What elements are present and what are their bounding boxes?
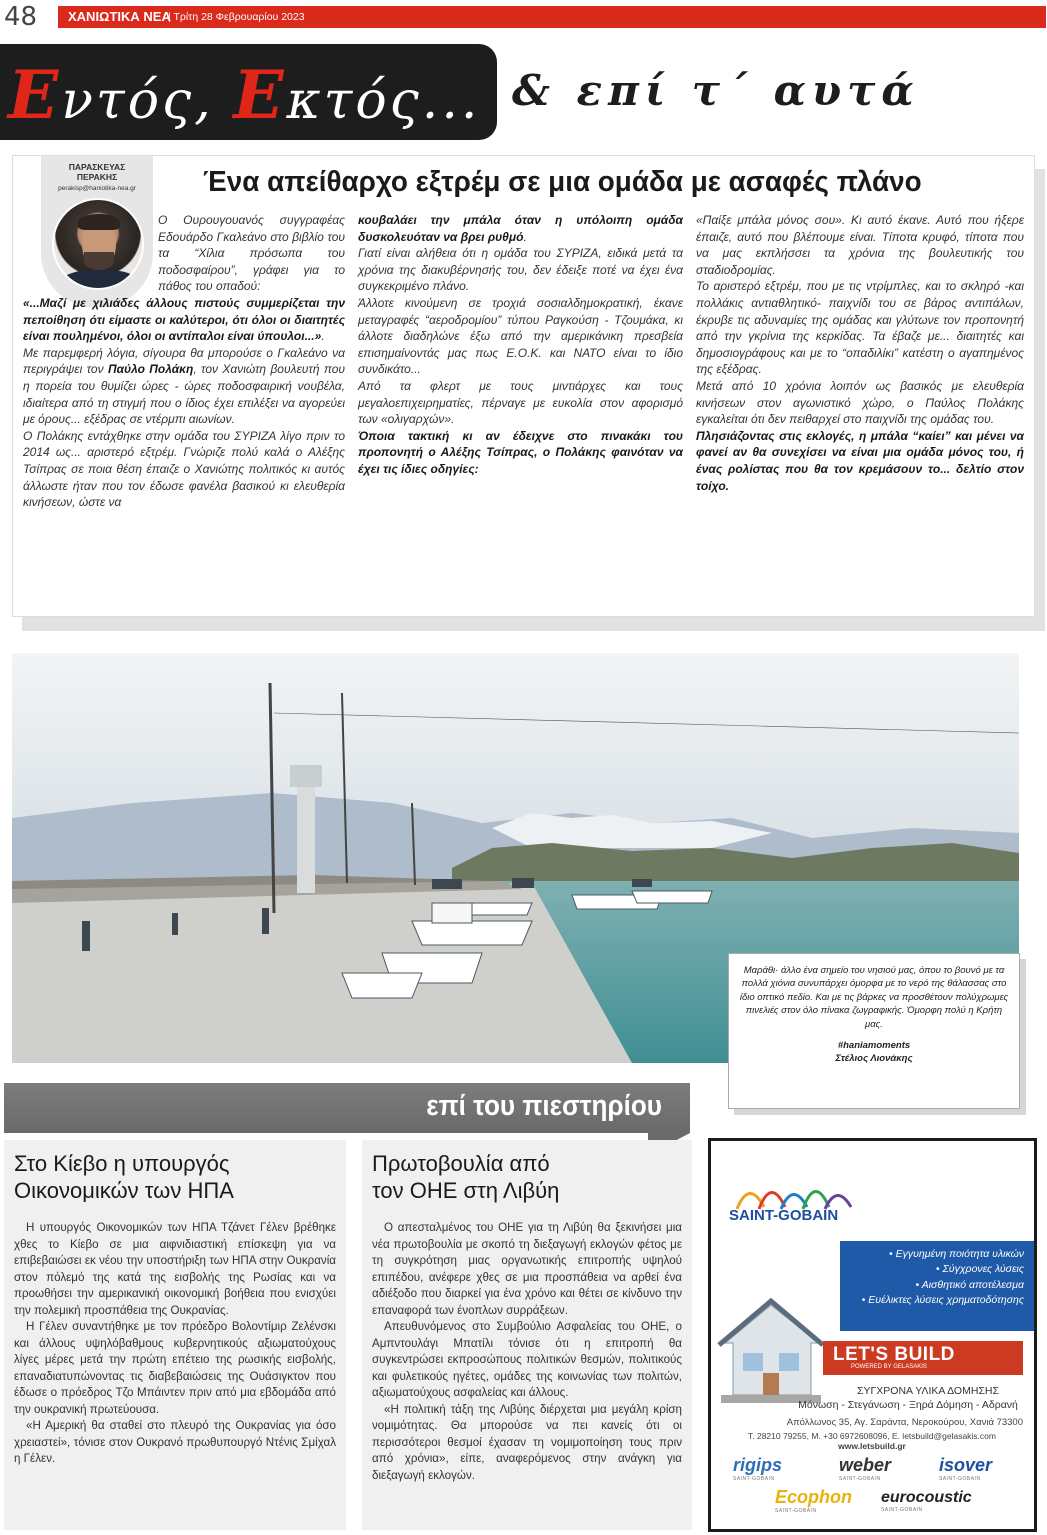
article-paragraph: «Παίξε μπάλα μόνος σου». Κι αυτό έκανε. Αυτό που ήξερε έπαιζε, αυτό που βλέπουμε είναι. Τίποτα κρυφό, τίποτα που να μας εκπλήσσει τα χρόνια της βουλευτικής του σταδιοδρομίας. (696, 213, 1024, 277)
news-paragraph: Η Γέλεν συναντήθηκε με τον πρόεδρο Βολοντίμιρ Ζελένσκι και άλλους υψηλόβαθμους κυβερνητικούς αξιωματούχους λίγες μέρες μετά την πρώτη επέτειο της ρωσικής εισβολής, επαναδιατυπώνοντας τις διαβεβαιώσεις της Ουάσιγκτον που έδωσε ο πρόεδρος Τζο Μπάιντεν πριν από μια εβδομάδα από την ουκρανική πρωτεύουσα. (14, 1320, 336, 1416)
news-paragraph: Απευθυνόμενος στο Συμβούλιο Ασφαλείας του ΟΗΕ, ο Αμπντουλάγι Μπατίλι τόνισε ότι η επιτροπή θα συγκεντρώσει εκπροσώπους πολιτικών θεσμών, πολιτικούς και φυλετικούς ηγέτες, ομάδες της κοινωνίας των πολιτών, αξιωματούχους ασφαλείας και άλλους. (372, 1320, 682, 1399)
partner-brands (711, 1447, 1034, 1529)
article-paragraph: Το αριστερό εξτρέμ, που με τις ντρίμπλες, και το σκληρό -και πολλάκις αντιαθλητικό- παιχνίδι του σε βάρος αντιπάλων, έκρυβε τις αδυναμίες της ομάδας και γλύτωνε τον προπονητή από την γκρίνια της κερκίδας. Τα έβαζε με... διαιτητές και δημοσιογράφους και με το “οπαδιλίκι” κατέστη ο αγαπημένος της εξέδρας. (696, 279, 1024, 377)
brand-rigips (733, 1455, 782, 1482)
article-paragraph (23, 212, 345, 295)
author-name (41, 162, 153, 182)
article-column-3 (696, 212, 1024, 494)
article-headline: Ένα απείθαρχο εξτρέμ σε μια ομάδα με ασαφές πλάνο (203, 166, 922, 198)
article-paragraph: Από τα φλερτ με τους μιντιάρχες και τους μεγαλοεπιχειρηματίες, πέρναγε με ευκολία στον αφορισμό των «ολιγαρχών». (358, 378, 683, 427)
news-body (14, 1220, 336, 1468)
brand-eurocoustic (881, 1489, 972, 1513)
article-text: Με παρεμφερή λόγια, σίγουρα θα μπορούσε ο Γκαλεάνο να περιγράψει τον (23, 345, 345, 377)
lets-build-powered: POWERED BY GELASAKIS (851, 1364, 927, 1370)
article-column-1 (23, 212, 345, 511)
brand-weber (839, 1455, 891, 1482)
article-emphasis: Παύλο Πολάκη (107, 362, 194, 377)
article-text: . (523, 229, 527, 244)
section-subtitle: & επί τ΄ αυτά (512, 66, 920, 115)
brand-sub: SAINT-GOBAIN (733, 1476, 775, 1482)
headline-line: τον ΟΗΕ στη Λιβύη (372, 1178, 560, 1203)
caption-text: Μαράθι· άλλο ένα σημείο του νησιού μας, όπου το βουνό με τα πολλά χιόνια συνυπάρχει όμορφα με το νερό της θάλασσας στο ίδιο οπτικό πεδίο. Και με τις βάρκες να προσθέτουν πολύχρωμες πινελιές στον όλο πίνακα ζωγραφικής. Όμορφη πολύ η Κρήτη μας. (739, 965, 1009, 1030)
news-paragraph: Η υπουργός Οικονομικών των ΗΠΑ Τζάνετ Γέλεν βρέθηκε χθες το Κίεβο σε μια αιφνιδιαστική επίσκεψη για να επιβεβαιώσει εκ νέου την υποστήριξη των ΗΠΑ στην Ουκρανία στον πόλεμό της κατά της εισβολής της Ρωσίας και να προωθήσει την αμερικανική οικονομική βοήθεια που ενισχύει την πολεμική προσπάθεια της Ουκρανίας. (14, 1221, 336, 1317)
title-word-2: κτός... (286, 71, 481, 131)
ad-services: Μόνωση - Στεγάνωση - Ξηρά Δόμηση - Αδρανή (798, 1399, 1018, 1411)
article-text: Ο Πολάκης εντάχθηκε στην ομάδα του ΣΥΡΙΖΑ λίγο πριν το 2014 ως... αριστερό εξτρέμ. Γνώριζε πολύ καλά ο Αλέξης Τσίπρας σε ποια θέση έπαιζε ο Χανιώτης πολιτικός κι αυτός άλλωστε ήταν που τον έδωσε φανέλα βασικού κι ελευθερία κινήσεων, ώστε να (23, 428, 345, 510)
article-text: . (321, 329, 325, 344)
ad-website[interactable]: www.letsbuild.gr (838, 1441, 906, 1451)
headline-line: Στο Κίεβο η υπουργός (14, 1151, 230, 1176)
article-lead (23, 212, 345, 295)
article-emphasis: Όποια τακτική κι αν έδειχνε στο πινακάκι του προπονητή ο Αλέξης Τσίπρας, ο Πολάκης φαινόταν να έχει τις ίδιες οδηγίες: (358, 428, 683, 476)
ad-address: Απόλλωνος 35, Αγ. Σαράντα, Νεροκούρου, Χανιά 73300 (786, 1417, 1023, 1428)
article-conclusion: Πλησιάζοντας στις εκλογές, η μπάλα “καίει” και μένει να φανεί αν θα συνεχίσει να είναι μια ομάδα μόνος του, ή ένας ρολίστας που θα τον κρεμάσουν το... δελτίο στον τοίχο. (696, 428, 1024, 493)
author-first-name: ΠΑΡΑΣΚΕΥΑΣ (68, 162, 126, 172)
article-paragraph (696, 428, 1024, 494)
brand-isover (939, 1455, 992, 1482)
article-paragraph (23, 428, 345, 511)
news-brief (362, 1140, 692, 1530)
news-paragraph: Ο απεσταλμένος του ΟΗΕ για τη Λιβύη θα ξεκινήσει μια νέα πρωτοβουλία με σκοπό τη διεξαγωγή εκλογών φέτος με τη συγκρότηση μιας οργανωτικής επιτροπής υψηλού επιπέδου, ανέφερε χθες σε μια προσπάθεια να αρθεί ένα αδιέξοδο που διαρκεί για ένα χρόνο και θέτει σε κίνδυνο την επαναφορά των ένοπλων συρράξεων. (372, 1221, 682, 1317)
news-brief (4, 1140, 346, 1530)
title-initial-2: Ε (233, 56, 287, 134)
ad-features (840, 1241, 1034, 1331)
article-paragraph: Γιατί είναι αλήθεια ότι η ομάδα του ΣΥΡΙΖΑ, ειδικά μετά τα χρόνια της διακυβέρνησής του, δεν έδειξε ποτέ να έχει ένα συγκεκριμένο πλάνο. (358, 246, 683, 294)
brand-sub: SAINT-GOBAIN (775, 1508, 817, 1514)
house-illustration-icon (715, 1283, 827, 1409)
ad-feature: • Ευέλικτες λύσεις χρηματοδότησης (861, 1294, 1024, 1307)
lets-build-logo (823, 1341, 1023, 1375)
article-column-2 (358, 212, 683, 478)
article-text: Ο Ουρουγουανός συγγραφέας Εδουάρδο Γκαλεάνο στο βιβλίο του τα “Χίλια πρόσωπα του ποδοσφαίρου”, γράφει για το πάθος του οπαδού: (158, 213, 345, 294)
brand-label: rigips (733, 1455, 783, 1475)
news-body (372, 1220, 682, 1484)
article-paragraph (23, 345, 345, 428)
issue-date: | Τρίτη 28 Φεβρουαρίου 2023 (168, 11, 305, 23)
photo-caption (728, 953, 1020, 1109)
news-paragraph: «Η πολιτική τάξη της Λιβύης διέρχεται μια μεγάλη κρίση νομιμότητας. Θα μπορούσε να πει κανείς ότι οι περισσότεροι θεσμοί έχασαν τη νομιμοποίηση τους πριν από χρόνια», είπε, αναφερόμενος στην ανάγκη για διεξαγωγή εκλογών. (372, 1402, 682, 1482)
brand-label: eurocoustic (881, 1489, 972, 1506)
lets-build-title: LET'S BUILD (833, 1344, 955, 1365)
author-email[interactable]: perakisp@haniotika-nea.gr (58, 185, 136, 192)
ad-feature: • Σύγχρονες λύσεις (935, 1263, 1024, 1276)
article-emphasis: κουβαλάει την μπάλα όταν η υπόλοιπη ομάδα δυσκολευόταν να βρει ρυθμό (358, 213, 683, 244)
opinion-article (12, 155, 1035, 617)
brand-sub: SAINT-GOBAIN (939, 1476, 981, 1482)
brand-sub: SAINT-GOBAIN (839, 1476, 881, 1482)
newspaper-name: ΧΑΝΙΩΤΙΚΑ ΝΕΑ (68, 9, 171, 24)
ad-phones: Τ. 28210 79255, Μ. +30 6972608096, E. letsbuild@gelasakis.com (748, 1431, 996, 1441)
brand-ecophon (775, 1487, 852, 1514)
press-section-bar (4, 1083, 690, 1133)
article-paragraph (23, 295, 345, 345)
advertisement[interactable] (708, 1138, 1037, 1532)
title-word-1: ντός, (61, 71, 234, 131)
brand-label: weber (839, 1455, 892, 1475)
brand-label: Ecophon (775, 1487, 852, 1507)
ad-feature: • Αισθητικό αποτέλεσμα (915, 1278, 1024, 1291)
ad-subtitle: ΣΥΓΧΡΟΝΑ ΥΛΙΚΑ ΔΟΜΗΣΗΣ (857, 1385, 999, 1397)
article-paragraph: Άλλοτε κινούμενη σε τροχιά σοσιαλδημοκρατική, έκανε μεταγραφές “αεροδρομίου” τύπου Ραγκούση - Τζουμάκα, κι άλλοτε διαδηλώνε έξω από την αμερικάνικη πρεσβεία επισημαίνοντάς μας πως Ε.Ο.Κ. και ΝΑΤΟ είναι το ίδιο συνδικάτο... (358, 295, 683, 377)
photo-credit: Στέλιος Λιονάκης (835, 1053, 913, 1065)
headline-line: Πρωτοβουλία από (372, 1151, 550, 1176)
article-paragraph (358, 428, 683, 478)
article-paragraph: Μετά από 10 χρόνια λοιπόν ως βασικός με ελευθερία κινήσεων στον αγωνιστικό χώρο, ο Παύλος Πολάκης εγκαλείται ότι δεν πειθαρχεί στο παιχνίδι της ομάδας του. (696, 378, 1024, 427)
brand-sub: SAINT-GOBAIN (881, 1507, 923, 1513)
brand-label: isover (939, 1455, 993, 1475)
article-paragraph (358, 212, 683, 245)
news-headline (372, 1150, 559, 1204)
article-text: , τον Χανιώτη βουλευτή που η πορεία του θυμίζει ώρες - ώρες ποδοσφαιρική νουβέλα, ιδιαίτερα από τη στιγμή που ο ίδιος έχει επιλέξει να αγορεύει με όρους... εξέδρας σε ντέρμπι αιωνίων. (23, 362, 346, 427)
press-section-label: επί του πιεστηρίου (426, 1090, 662, 1122)
headline-line: Οικονομικών των ΗΠΑ (14, 1178, 234, 1203)
title-initial-1: Ε (8, 56, 62, 134)
section-title (8, 56, 480, 134)
section-banner (0, 44, 497, 140)
ad-feature: • Εγγυημένη ποιότητα υλικών (889, 1248, 1024, 1260)
page-number: 48 (4, 2, 38, 32)
news-headline (14, 1150, 234, 1204)
author-last-name: ΠΕΡΑΚΗΣ (76, 172, 118, 182)
brand-name: SAINT-GOBAIN (729, 1207, 839, 1224)
article-quote: «...Μαζί με χιλιάδες άλλους πιστούς συμμερίζεται την πεποίθηση ότι είμαστε οι καλύτεροι, ότι όλοι οι διαιτητές είναι πουλημένοι, όλοι οι αντίπαλοι είναι ύπουλοι...» (23, 295, 345, 344)
caption-hashtag: #haniamoments (837, 1040, 911, 1052)
news-paragraph: «Η Αμερική θα σταθεί στο πλευρό της Ουκρανίας για όσο χρειαστεί», τόνισε στον Ουκρανό πρωθυπουργό Ντένις Σμίχαλ η Γέλεν. (14, 1419, 336, 1465)
page-header (0, 0, 1047, 36)
